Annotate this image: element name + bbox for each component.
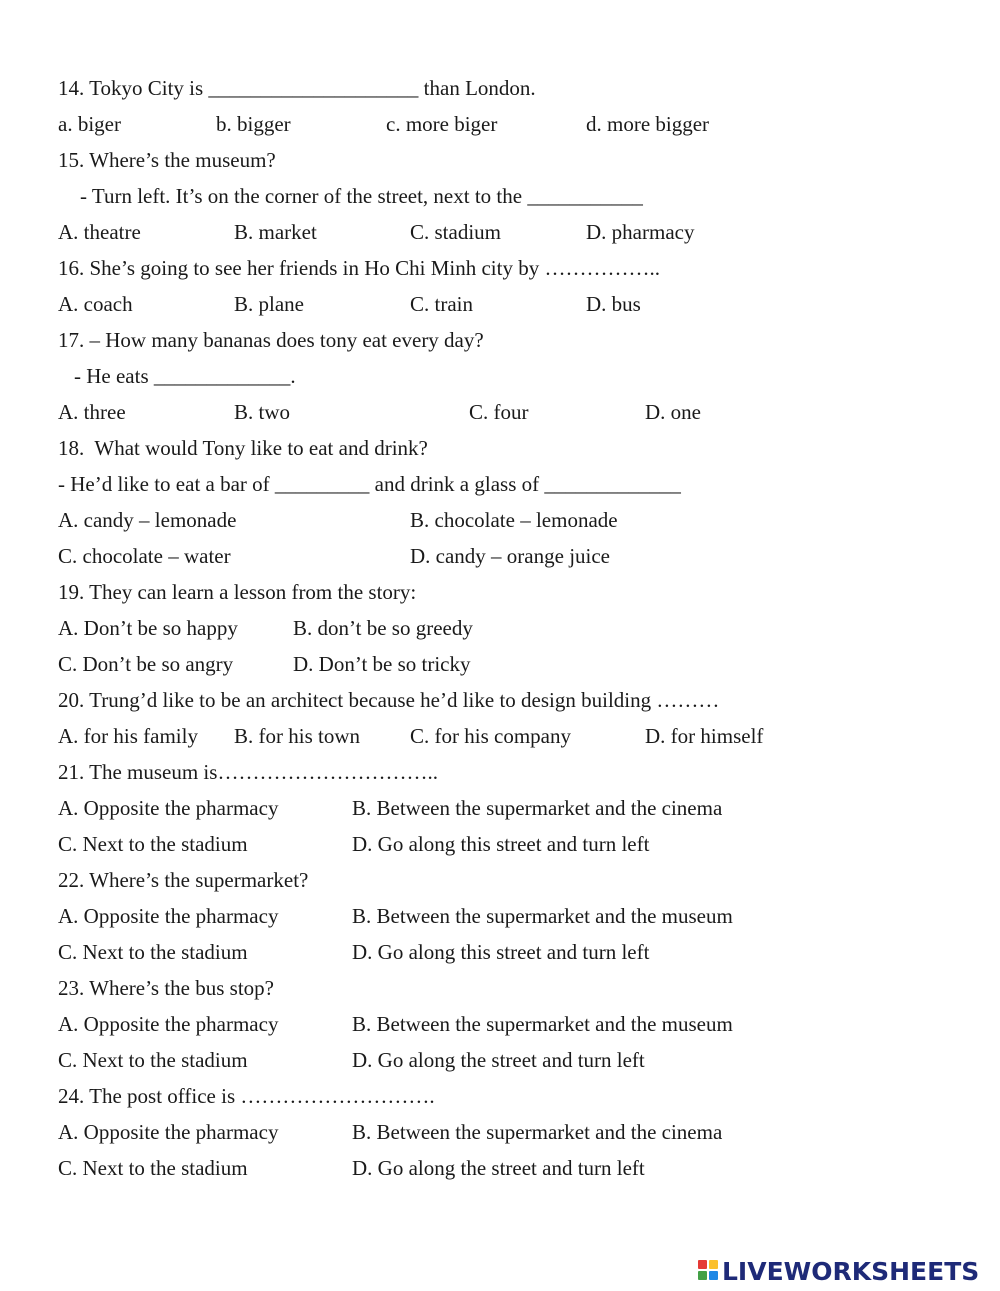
option-a: A. three: [58, 400, 126, 424]
option-d: D. candy – orange juice: [410, 544, 611, 568]
option-c: C. chocolate – water: [58, 544, 231, 568]
option-c: C. for his company: [410, 724, 571, 748]
question-stem: 20. Trung’d like to be an architect because he’d like to design building ………: [58, 688, 720, 712]
question-stem: 19. They can learn a lesson from the story:: [58, 580, 417, 604]
liveworksheets-logo-icon: [697, 1257, 721, 1285]
option-b: B. Between the supermarket and the cinema: [352, 796, 723, 820]
option-b: B. two: [234, 400, 291, 424]
option-a: A. Opposite the pharmacy: [58, 904, 279, 928]
logo-tile-green: [698, 1271, 707, 1280]
option-d: D. Go along this street and turn left: [352, 940, 650, 964]
logo-tile-red: [698, 1260, 707, 1269]
question-stem: 17. – How many bananas does tony eat every day?: [58, 328, 484, 352]
option-b: B. Between the supermarket and the museum: [352, 1012, 733, 1036]
liveworksheets-logo[interactable]: [697, 1254, 979, 1288]
option-c: C. Next to the stadium: [58, 1156, 248, 1180]
option-d: D. Go along the street and turn left: [352, 1048, 645, 1072]
option-a: A. for his family: [58, 724, 198, 748]
option-c: C. stadium: [410, 220, 502, 244]
option-a: A. candy – lemonade: [58, 508, 237, 532]
option-c: C. Next to the stadium: [58, 940, 248, 964]
option-c: C. train: [410, 292, 473, 316]
answer-prompt: - He eats _____________.: [74, 364, 296, 388]
logo-tile-blue: [709, 1271, 718, 1280]
option-c: C. Next to the stadium: [58, 1048, 248, 1072]
question-stem: 22. Where’s the supermarket?: [58, 868, 309, 892]
option-c: C. Don’t be so angry: [58, 652, 234, 676]
option-d: d. more bigger: [586, 112, 710, 136]
option-d: D. Go along the street and turn left: [352, 1156, 645, 1180]
option-a: A. theatre: [58, 220, 141, 244]
option-c: C. Next to the stadium: [58, 832, 248, 856]
option-a: A. coach: [58, 292, 133, 316]
option-b: B. for his town: [234, 724, 360, 748]
option-b: b. bigger: [216, 112, 291, 136]
question-stem: 21. The museum is…………………………..: [58, 760, 438, 784]
option-b: B. Between the supermarket and the cinema: [352, 1120, 723, 1144]
option-b: B. don’t be so greedy: [293, 616, 473, 640]
question-stem: 15. Where’s the museum?: [58, 148, 276, 172]
question-stem: 14. Tokyo City is ____________________ than London.: [58, 76, 536, 100]
option-d: D. Go along this street and turn left: [352, 832, 650, 856]
answer-prompt: - Turn left. It’s on the corner of the street, next to the ___________: [80, 184, 643, 208]
option-b: B. plane: [234, 292, 304, 316]
option-b: B. chocolate – lemonade: [410, 508, 618, 532]
logo-wordmark: LIVEWORKSHEETS: [722, 1256, 980, 1286]
option-b: B. Between the supermarket and the museum: [352, 904, 733, 928]
option-c: c. more biger: [386, 112, 498, 136]
option-c: C. four: [469, 400, 529, 424]
option-d: D. Don’t be so tricky: [293, 652, 471, 676]
option-a: A. Don’t be so happy: [58, 616, 238, 640]
question-stem: 18. What would Tony like to eat and drink?: [58, 436, 428, 460]
question-stem: 23. Where’s the bus stop?: [58, 976, 274, 1000]
option-a: A. Opposite the pharmacy: [58, 796, 279, 820]
question-stem: 16. She’s going to see her friends in Ho Chi Minh city by ……………..: [58, 256, 660, 280]
option-d: D. pharmacy: [586, 220, 695, 244]
answer-prompt: - He’d like to eat a bar of _________ and drink a glass of _____________: [58, 472, 681, 496]
option-d: D. bus: [586, 292, 641, 316]
logo-tile-yellow: [709, 1260, 718, 1269]
option-a: a. biger: [58, 112, 121, 136]
option-d: D. for himself: [645, 724, 764, 748]
option-row: [0, 1155, 645, 1233]
option-b: B. market: [234, 220, 317, 244]
option-a: A. Opposite the pharmacy: [58, 1012, 279, 1036]
question-stem: 24. The post office is ……………………….: [58, 1084, 435, 1108]
option-d: D. one: [645, 400, 701, 424]
option-a: A. Opposite the pharmacy: [58, 1120, 279, 1144]
